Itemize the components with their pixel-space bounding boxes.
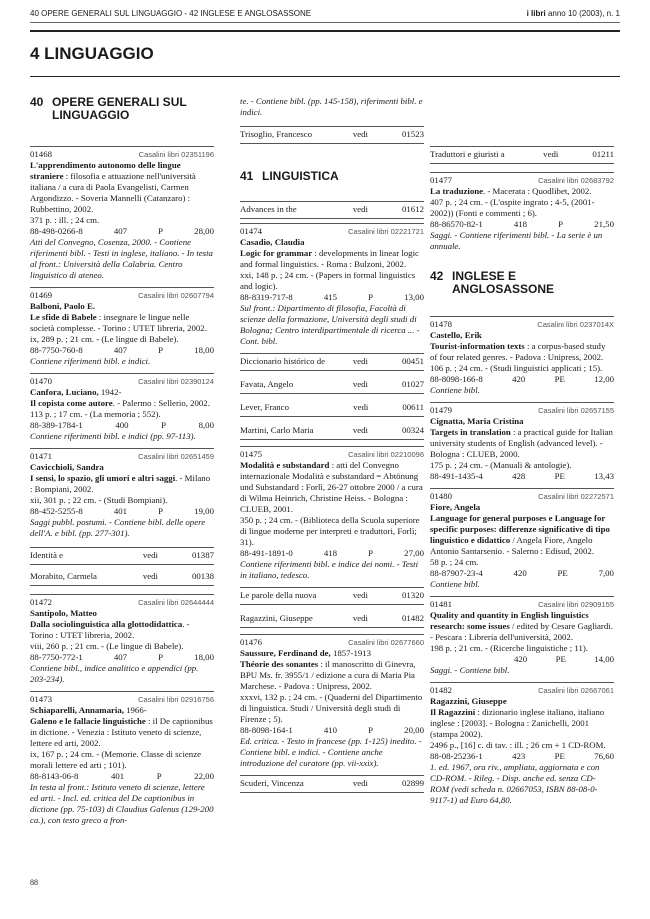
entry-physical: xxi, 148 p. ; 24 cm. - (Papers in formal linguistics and logic).	[240, 270, 416, 291]
entry-author: Balboni, Paolo E.	[30, 301, 96, 311]
entry-code: 418	[513, 219, 528, 229]
entry-source: Casalini libri 02210096	[348, 450, 424, 459]
entry-01471	[30, 448, 214, 539]
entry-01482	[430, 682, 614, 806]
entry-title: Targets in translation	[430, 427, 511, 437]
xref-ref: 01523	[402, 129, 424, 139]
entry-note: Sul front.: Dipartimento di filosofia, Facoltà di scienze della formazione, Università degli studi di Bologna; Centro interdipartimentale di ricerca ... - Cont. bibl.	[240, 303, 420, 346]
xref-ref: 01320	[402, 590, 424, 600]
entry-isbn: 88-8098-164-1	[240, 725, 293, 735]
entry-body: : a corpus-based study of four related genres. - Padova : Unipress, 2002.	[430, 341, 606, 362]
entry-price: 8,00	[198, 420, 214, 430]
entry-author: Cignatta, Maria Cristina	[430, 416, 524, 426]
xref-name: Morabito, Carmela	[30, 571, 97, 581]
entry-01473	[30, 691, 214, 826]
cross-ref	[430, 146, 614, 164]
entry-p: PE	[554, 471, 565, 481]
entry-01478	[430, 316, 614, 396]
entry-title: Tourist-information texts	[430, 341, 525, 351]
xref-ref: 00138	[192, 571, 214, 581]
entry-author: Ragazzini, Giuseppe	[430, 696, 507, 706]
entry-physical: 371 p. : ill. ; 24 cm.	[30, 215, 100, 225]
entry-source: Casalini libri 02607794	[138, 291, 214, 300]
xref-ref: 00451	[402, 356, 424, 366]
entry-source: Casalini libri 02683792	[538, 176, 614, 185]
entry-note: Saggi. - Contiene riferimenti bibl. - La serie è un annuale.	[430, 230, 603, 251]
entry-body: . - Torino : UTET libreria, 2002.	[30, 619, 190, 640]
entry-code: 407	[113, 652, 128, 662]
entry-body: : atti del Convegno internazionale Modalità e substandard = Abtönung und Substandard : Forlì, 26-27 ottobre 2000 / a cura di Wilma Heinrich, Christine Heiss. - Bologna : CLUEB, 2001.	[240, 460, 423, 514]
entry-body: : developments in linear logic and formal linguistics. - Roma : Bulzoni, 2002.	[240, 248, 419, 269]
entry-physical: 58 p. ; 24 cm.	[430, 557, 479, 567]
xref-ref: 02899	[402, 778, 424, 788]
xref-name: Diccionario histórico de	[240, 356, 326, 366]
entry-body: / Angela Fiore, Angelo Antonio Santarsenio. - Salerno : Edisud, 2002.	[430, 535, 594, 556]
entry-isbn: 88-08-25236-1	[430, 751, 483, 761]
entry-source: Casalini libri 0237014X	[537, 320, 614, 329]
entry-code: 407	[113, 226, 128, 236]
heading-text: INGLESE E ANGLOSASSONE	[452, 269, 555, 296]
xref-name: Ragazzini, Giuseppe	[240, 613, 313, 623]
cross-ref	[240, 394, 424, 417]
entry-code: 420	[512, 374, 526, 384]
entry-physical: viii, 260 p. ; 21 cm. - (Le lingue di Babele).	[30, 641, 184, 651]
entry-01477	[430, 172, 614, 252]
xref-name: Le parole della nuova	[240, 590, 317, 600]
entry-source: Casalini libri 02651459	[138, 452, 214, 461]
entry-code: 428	[512, 471, 526, 481]
heading-text: LINGUISTICA	[262, 169, 339, 183]
xref-name: Martini, Carlo Maria	[240, 425, 314, 435]
entry-isbn: 88-452-5255-8	[30, 506, 83, 516]
heading-40	[30, 96, 214, 122]
entry-title: I sensi, lo spazio, gli umori e altri saggi	[30, 473, 176, 483]
entry-code: 420	[513, 568, 527, 578]
xref-ref: 01482	[402, 613, 424, 623]
entry-title: Il copista come autore	[30, 398, 113, 408]
xref-ref: 01211	[592, 149, 614, 159]
entry-p: P	[156, 771, 162, 781]
xref-name: Trisoglio, Francesco	[240, 129, 313, 139]
entry-body: . - Macerata : Quodlibet, 2002.	[483, 186, 592, 196]
entry-isbn: 88-8098-166-8	[430, 374, 483, 384]
page-number: 88	[30, 878, 38, 887]
entry-01468	[30, 146, 214, 281]
entry-isbn: 88-491-1891-0	[240, 548, 293, 558]
xref-ref: 01027	[402, 379, 424, 389]
entry-continuation: te. - Contiene bibl. (pp. 145-158), riferimenti bibl. e indici.	[240, 96, 423, 117]
cross-ref	[240, 587, 424, 605]
entry-dates: 1966-	[123, 705, 147, 715]
issue-info: anno 10 (2003), n. 1	[545, 8, 620, 18]
entry-price: 19,00	[194, 506, 214, 516]
entry-physical: ix, 289 p. ; 21 cm. - (Le lingue di Babele).	[30, 334, 179, 344]
xref-ref: 00324	[402, 425, 424, 435]
entry-p: PE	[555, 654, 566, 664]
entry-dates: 1942-	[98, 387, 122, 397]
entry-author: Cavicchioli, Sandra	[30, 462, 104, 472]
entry-title: La traduzione	[430, 186, 484, 196]
journal-name: i libri	[526, 8, 546, 18]
xref-ref: 01612	[402, 204, 424, 214]
entry-physical: xxxvi, 132 p. ; 24 cm. - (Quaderni del Dipartimento di linguistica. Studi / Università degli studi di Firenze ; 5).	[240, 692, 423, 724]
entry-p: P	[158, 506, 164, 516]
entry-number: 01477	[430, 175, 452, 185]
xref-vedi: vedi	[142, 571, 158, 581]
entry-author: Casadio, Claudia	[240, 237, 305, 247]
entry-body: : a practical guide for Italian university students of English (advanced level). - Bologna : CLUEB, 2000.	[430, 427, 613, 459]
entry-number: 01481	[430, 599, 452, 609]
heading-text: OPERE GENERALI SUL LINGUAGGIO	[52, 95, 187, 122]
column-1	[30, 96, 214, 832]
entry-source: Casalini libri 02657155	[538, 406, 614, 415]
entry-price: 22,00	[194, 771, 214, 781]
running-header-right	[527, 9, 620, 18]
entry-01474	[240, 223, 424, 347]
entry-01470	[30, 373, 214, 442]
entry-title: Language for general purposes e Language for specific purposes: differenze significative di tipo linguistico e didattico	[430, 513, 610, 545]
entry-author: Saussure, Ferdinand de,	[240, 648, 331, 658]
xref-name: Advances in the	[240, 204, 297, 214]
entry-p: P	[558, 219, 564, 229]
entry-note: Contiene riferimenti bibl. e indici.	[30, 356, 151, 366]
xref-vedi: vedi	[543, 149, 559, 159]
heading-42	[430, 270, 614, 296]
xref-vedi: vedi	[352, 590, 368, 600]
entry-physical: 2496 p., [16] c. di tav. : ill. ; 26 cm + 1 CD-ROM.	[430, 740, 606, 750]
cross-ref	[240, 201, 424, 219]
entry-title: Il Ragazzini	[430, 707, 476, 717]
entry-author: Fiore, Angela	[430, 502, 481, 512]
entry-body: : dizionario inglese italiano, italiano inglese : [2003]. - Bologna : Zanichelli, 2001 (stampa 2002).	[430, 707, 605, 739]
xref-vedi: vedi	[352, 425, 368, 435]
column-2	[240, 96, 424, 801]
entry-author: Schiaparelli, Annamaria,	[30, 705, 124, 715]
entry-physical: 175 p. ; 24 cm. - (Manuali & antologie).	[430, 460, 572, 470]
entry-note: 1. ed. 1967, ora riv., ampliata, aggiornata e con CD-ROM. - Rileg. - Disp. anche ed. senza CD-ROM (vedi scheda n. 02667053, ISBN 88-08-0-9117-1) ad Euro 64,80.	[430, 762, 600, 805]
entry-number: 01471	[30, 451, 52, 461]
entry-title: Quality and quantity in English linguistics research: some issues	[430, 610, 589, 631]
xref-vedi: vedi	[352, 356, 368, 366]
cross-ref	[240, 605, 424, 628]
xref-ref: 00611	[402, 402, 424, 412]
entry-p: PE	[557, 568, 568, 578]
entry-price: 18,00	[194, 345, 214, 355]
entry-body: : filosofia e attuazione nell'università italiana / a cura di Paola Evangelisti, Carmen Argondizzo. - Soveria Mannelli (Catanzaro) : Rubbettino, 2002.	[30, 171, 196, 214]
entry-note: Saggi pubbl. postumi. - Contiene bibl. delle opere dell'A. e bibl. (pp. 277-301).	[30, 517, 206, 538]
entry-dates: 1857-1913	[330, 648, 372, 658]
entry-number: 01472	[30, 597, 52, 607]
cross-ref	[240, 353, 424, 371]
entry-title: Dalla sociolinguistica alla glottodidattica	[30, 619, 183, 629]
entry-price: 27,00	[404, 548, 424, 558]
entry-01479	[430, 402, 614, 482]
heading-number: 41	[240, 169, 254, 183]
entry-number: 01475	[240, 449, 262, 459]
entry-p: P	[158, 652, 164, 662]
entry-code: 420	[514, 654, 528, 664]
entry-title: Logic for grammar	[240, 248, 313, 258]
entry-note: Contiene riferimenti bibl. e indice dei nomi. - Testi in italiano, tedesco.	[240, 559, 419, 580]
entry-01475	[240, 446, 424, 581]
cross-ref	[240, 371, 424, 394]
entry-number: 01469	[30, 290, 52, 300]
entry-physical: 113 p. ; 17 cm. - (La memoria ; 552).	[30, 409, 161, 419]
entry-p: PE	[554, 751, 565, 761]
entry-code: 410	[323, 725, 338, 735]
entry-note: Saggi. - Contiene bibl.	[430, 665, 510, 675]
entry-number: 01479	[430, 405, 452, 415]
entry-code: 407	[113, 345, 128, 355]
entry-number: 01480	[430, 491, 452, 501]
entry-number: 01476	[240, 637, 262, 647]
entry-title: Théorie des sonantes	[240, 659, 319, 669]
entry-price: 18,00	[194, 652, 214, 662]
xref-vedi: vedi	[352, 204, 368, 214]
entry-title: Modalità e substandard	[240, 460, 330, 470]
xref-vedi: vedi	[142, 550, 158, 560]
entry-price: 7,00	[598, 568, 614, 578]
entry-01480	[430, 488, 614, 590]
xref-name: Favata, Angelo	[240, 379, 294, 389]
entry-number: 01482	[430, 685, 452, 695]
entry-title: Le sfide di Babele	[30, 312, 97, 322]
entry-note: Contiene bibl.	[430, 579, 480, 589]
entry-code: 423	[512, 751, 526, 761]
entry-number: 01478	[430, 319, 452, 329]
entry-author: Santipolo, Matteo	[30, 608, 97, 618]
entry-source: Casalini libri 02677660	[348, 638, 424, 647]
entry-note: Atti del Convegno, Cosenza, 2000. - Contiene riferimenti bibl. - Testi in inglese, italiano. - In testa al front.: Università della Calabria. Centro linguistico di ateneo.	[30, 237, 213, 280]
entry-price: 12,00	[594, 374, 614, 384]
entry-body: : il manoscritto di Ginevra, BPU Ms. fr. 3955/1 / edizione a cura di Maria Pia Marchese. - Padova : Unipress, 2002.	[240, 659, 416, 691]
entry-price: 21,50	[594, 219, 614, 229]
entry-isbn: 88-8319-717-8	[240, 292, 293, 302]
entry-physical: ix, 167 p. ; 24 cm. - (Memorie. Classe di scienze morali lettere ed arti ; 101).	[30, 749, 202, 770]
entry-code: 401	[110, 771, 125, 781]
entry-01469	[30, 287, 214, 367]
entry-source: Casalini libri 02916756	[138, 695, 214, 704]
entry-source: Casalini libri 02221721	[348, 227, 424, 236]
entry-isbn: 88-7750-760-8	[30, 345, 83, 355]
cross-ref	[240, 417, 424, 440]
entry-physical: 407 p. ; 24 cm. - (L'ospite ingrato ; 4-5, (2001-2002)) (Fonti e commenti ; 6).	[430, 197, 595, 218]
running-header	[30, 4, 620, 23]
entry-body: . - Milano : Bompiani, 2002.	[30, 473, 211, 494]
xref-vedi: vedi	[352, 379, 368, 389]
entry-price: 14,00	[594, 654, 614, 664]
heading-number: 42	[430, 269, 444, 283]
entry-source: Casalini libri 02644444	[138, 598, 214, 607]
xref-ref: 01387	[192, 550, 214, 560]
xref-name: Identità e	[30, 550, 63, 560]
entry-p: P	[158, 345, 164, 355]
entry-code: 415	[323, 292, 338, 302]
entry-price: 13,43	[594, 471, 614, 481]
cross-ref	[240, 775, 424, 793]
cross-ref	[30, 565, 214, 586]
entry-p: P	[368, 292, 374, 302]
entry-note: Contiene bibl.	[430, 385, 480, 395]
entry-01472	[30, 594, 214, 685]
entry-code: 400	[115, 420, 129, 430]
section-title: 4 LINGUAGGIO	[30, 44, 154, 63]
xref-vedi: vedi	[352, 613, 368, 623]
entry-p: PE	[554, 374, 565, 384]
xref-vedi: vedi	[352, 778, 368, 788]
entry-code: 418	[323, 548, 338, 558]
entry-physical: 106 p. ; 24 cm. - (Studi linguistici applicati ; 15).	[430, 363, 603, 373]
entry-physical: 350 p. ; 24 cm. - (Biblioteca della Scuola superiore di lingue moderne per interpreti e traduttori, Forlì; 31).	[240, 515, 420, 547]
entry-body: : insegnare le lingue nelle società complesse. - Torino : UTET libreria, 2002.	[30, 312, 207, 333]
entry-source: Casalini libri 02390124	[138, 377, 214, 386]
entry-source: Casalini libri 02272571	[538, 492, 614, 501]
column-3	[430, 96, 614, 812]
entry-number: 01473	[30, 694, 52, 704]
entry-title: L'apprendimento autonomo delle lingue straniere	[30, 160, 181, 181]
entry-price: 76,60	[594, 751, 614, 761]
entry-source: Casalini libri 02909155	[538, 600, 614, 609]
entry-body: . - Palermo : Sellerio, 2002.	[112, 398, 210, 408]
entry-isbn: 88-87907-23-4	[430, 568, 483, 578]
entry-isbn: 88-498-0266-8	[30, 226, 83, 236]
xref-name: Traduttori e giuristi a	[430, 149, 505, 159]
entry-number: 01470	[30, 376, 52, 386]
entry-isbn: 88-389-1784-1	[30, 420, 83, 430]
entry-isbn: 88-8143-06-8	[30, 771, 79, 781]
entry-price: 28,00	[194, 226, 214, 236]
entry-01476	[240, 634, 424, 769]
entry-note: Contiene bibl., indice analitico e appendici (pp. 203-234).	[30, 663, 199, 684]
entry-source: Casalini libri 02351196	[138, 150, 214, 159]
entry-note: In testa al front.: Istituto veneto di scienze, lettere ed arti. - Incl. ed. critica del De captionibus in dictione (pp. 75-103) di Claudius Galenus (129-200 ca.), con testo greco a fron-	[30, 782, 214, 825]
entry-number: 01468	[30, 149, 52, 159]
entry-physical: 198 p. ; 21 cm. - (Ricerche linguistiche ; 11).	[430, 643, 588, 653]
entry-p: P	[161, 420, 167, 430]
cross-ref	[240, 126, 424, 144]
entry-01481	[430, 596, 614, 676]
entry-body: : il De captionibus in dictione. - Venezia : Istituto veneto di scienze, lettere ed arti, 2002.	[30, 716, 213, 748]
entry-isbn: 88-491-1435-4	[430, 471, 483, 481]
entry-isbn: 88-7750-772-1	[30, 652, 83, 662]
entry-source: Casalini libri 02667061	[538, 686, 614, 695]
entry-code: 401	[113, 506, 128, 516]
heading-number: 40	[30, 95, 44, 109]
entry-author: Castello, Erik	[430, 330, 482, 340]
entry-p: P	[368, 725, 374, 735]
entry-note: Contiene riferimenti bibl. e indici (pp. 97-113).	[30, 431, 196, 441]
entry-isbn: 88-86570-82-1	[430, 219, 483, 229]
xref-name: Lever, Franco	[240, 402, 289, 412]
xref-vedi: vedi	[353, 402, 369, 412]
entry-price: 13,00	[404, 292, 424, 302]
entry-body: / edited by Cesare Gagliardi. - Pescara : Libreria dell'università, 2002.	[430, 621, 613, 642]
entry-p: P	[368, 548, 374, 558]
entry-physical: xii, 301 p. ; 22 cm. - (Studi Bompiani).	[30, 495, 168, 505]
xref-vedi: vedi	[352, 129, 368, 139]
cross-ref	[30, 547, 214, 565]
entry-note: Ed. critica. - Testo in francese (pp. 1-125) inedito. - Contiene bibl. e indici. - Contiene anche introduzione del curatore (pp. vii-xxix).	[240, 736, 422, 768]
entry-price: 20,00	[404, 725, 424, 735]
xref-name: Scuderi, Vincenza	[240, 778, 304, 788]
entry-title: Galeno e le fallacie linguistiche	[30, 716, 146, 726]
running-header-left: 40 OPERE GENERALI SUL LINGUAGGIO - 42 INGLESE E ANGLOSASSONE	[30, 8, 312, 18]
heading-41	[240, 170, 424, 183]
entry-author: Canfora, Luciano,	[30, 387, 99, 397]
entry-p: P	[158, 226, 164, 236]
entry-number: 01474	[240, 226, 262, 236]
